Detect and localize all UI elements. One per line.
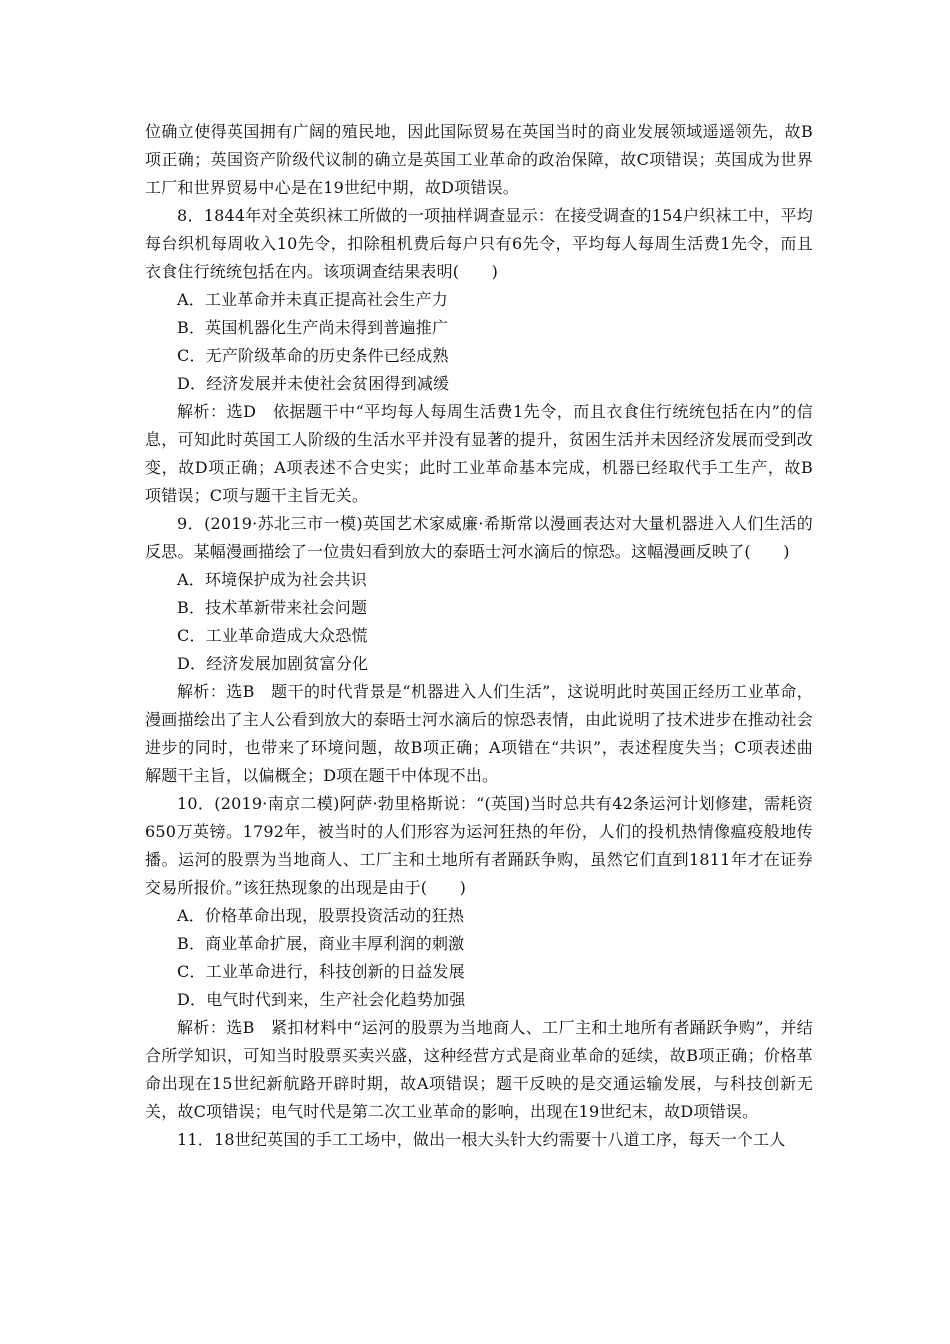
question-9: 9．(2019·苏北三市一模)英国艺术家威廉·希斯常以漫画表达对大量机器进入人们生活的反思。某幅漫画描绘了一位贵妇看到放大的泰晤士河水滴后的惊恐。这幅漫画反映了( ) [145,514,813,561]
question-11: 11．18世纪英国的手工工场中，做出一根大头针大约需要十八道工序，每天一个工人 [177,1130,786,1149]
question-9-option-c: C．工业革命造成大众恐慌 [177,626,368,645]
question-9-option-d: D．经济发展加剧贫富分化 [177,654,369,673]
question-9-analysis: 解析：选B 题干的时代背景是“机器进入人们生活”，这说明此时英国正经历工业革命，漫画描绘出了主人公看到放大的泰晤士河水滴后的惊恐表情，由此说明了技术进步在推动社会进步的同时，也带来了环境问题，故B项正确；A项错在“共识”，表述程度失当；C项表述曲解题干主旨，以偏概全；D项在题干中体现不出。 [145,682,813,785]
document-body [145,118,813,1154]
question-10: 10．(2019·南京二模)阿萨·勃里格斯说：“(英国)当时总共有42条运河计划修建，需耗资650万英镑。1792年，被当时的人们形容为运河狂热的年份，人们的投机热情像瘟疫般地传播。运河的股票为当地商人、工厂主和土地所有者踊跃争购，虽然它们直到1811年才在证券交易所报价。”该狂热现象的出现是由于( ) [145,794,813,897]
question-8-option-d: D．经济发展并未使社会贫困得到减缓 [177,374,450,393]
question-9-option-b: B．技术革新带来社会问题 [177,598,368,617]
question-10-option-c: C．工业革命进行，科技创新的日益发展 [177,962,465,981]
question-8-option-b: B．英国机器化生产尚未得到普遍推广 [177,318,449,337]
question-10-option-b: B．商业革命扩展，商业丰厚利润的刺激 [177,934,465,953]
question-10-option-a: A．价格革命出现，股票投资活动的狂热 [177,906,465,925]
question-8: 8．1844年对全英织袜工所做的一项抽样调查显示：在接受调查的154户织袜工中，平均每台织机每周收入10先令，扣除租机费后每户只有6先令，平均每人每周生活费1先令，而且衣食住行统统包括在内。该项调查结果表明( ) [145,206,813,281]
question-10-option-d: D．电气时代到来，生产社会化趋势加强 [177,990,466,1009]
continued-analysis-paragraph: 位确立使得英国拥有广阔的殖民地，因此国际贸易在英国当时的商业发展领域遥遥领先，故B项正确；英国资产阶级代议制的确立是英国工业革命的政治保障，故C项错误；英国成为世界工厂和世界贸易中心是在19世纪中期，故D项错误。 [145,122,813,197]
question-10-analysis: 解析：选B 紧扣材料中“运河的股票为当地商人、工厂主和土地所有者踊跃争购”，并结合所学知识，可知当时股票买卖兴盛，这种经营方式是商业革命的延续，故B项正确；价格革命出现在15世纪新航路开辟时期，故A项错误；题干反映的是交通运输发展，与科技创新无关，故C项错误；电气时代是第二次工业革命的影响，出现在19世纪末，故D项错误。 [145,1018,813,1121]
question-8-analysis: 解析：选D 依据题干中“平均每人每周生活费1先令，而且衣食住行统统包括在内”的信息，可知此时英国工人阶级的生活水平并没有显著的提升，贫困生活并未因经济发展而受到改变，故D项正确；A项表述不合史实；此时工业革命基本完成，机器已经取代手工生产，故B项错误；C项与题干主旨无关。 [145,402,813,505]
question-9-option-a: A．环境保护成为社会共识 [177,570,367,589]
question-8-option-a: A．工业革命并未真正提高社会生产力 [177,290,448,309]
question-8-option-c: C．无产阶级革命的历史条件已经成熟 [177,346,449,365]
